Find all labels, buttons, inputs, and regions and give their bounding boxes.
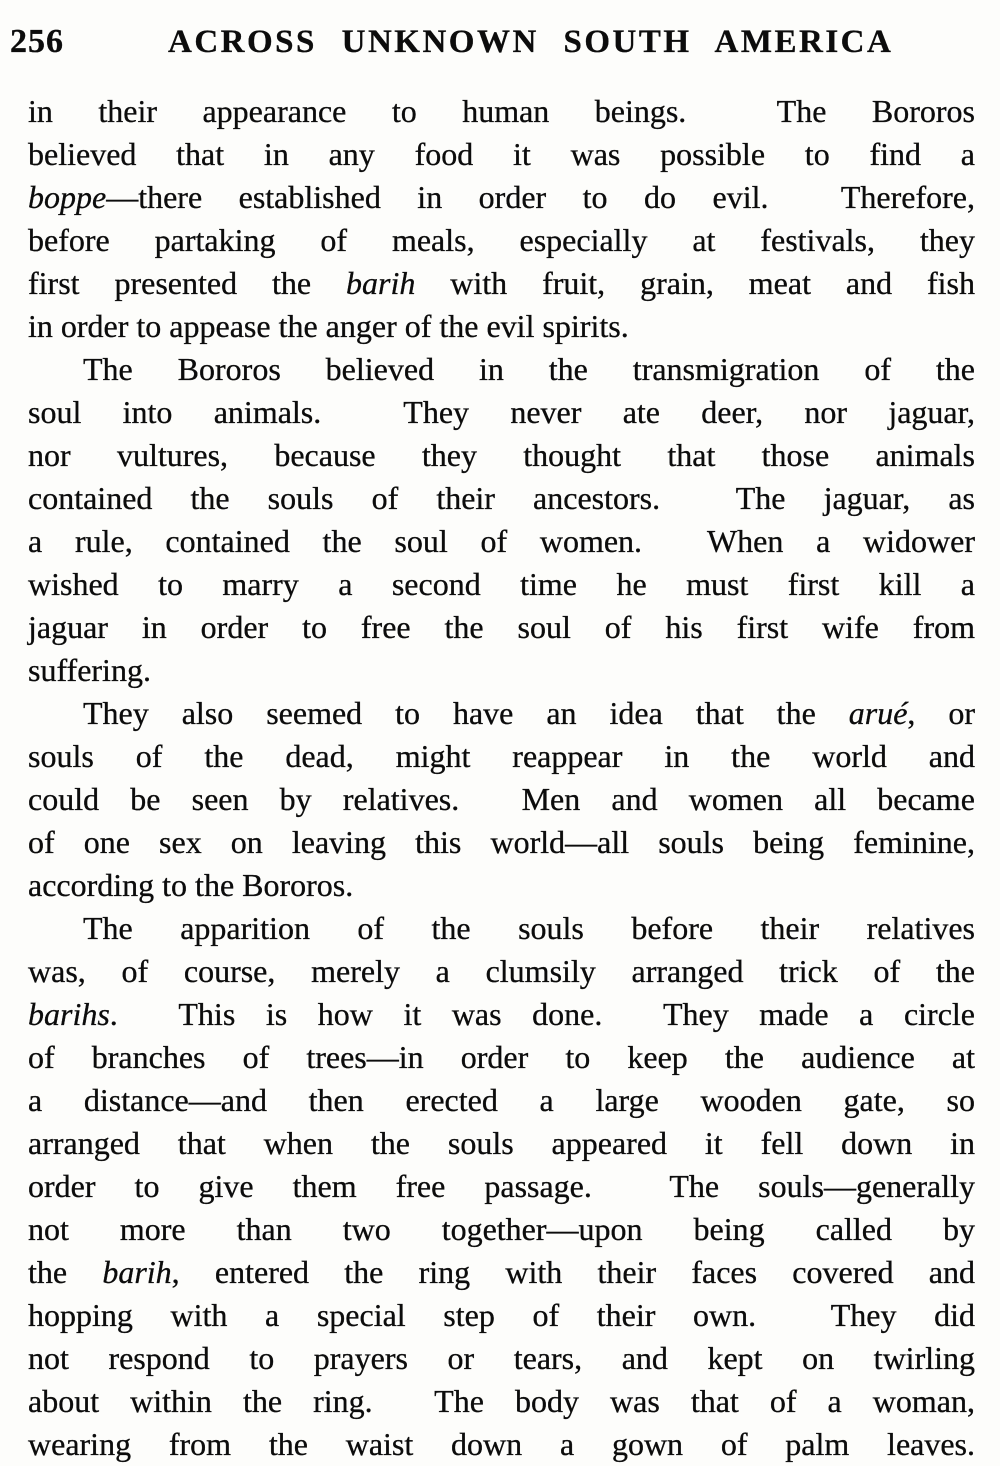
text-segment: about within the ring. The body was that of a woman, <box>28 1383 975 1419</box>
text-segment: in their appearance to human beings. The Bororos <box>28 93 975 129</box>
text-segment: , entered the ring with their faces covered and <box>171 1254 976 1290</box>
page-header <box>0 0 1000 62</box>
text-line <box>28 950 975 993</box>
text-segment: The apparition of the souls before their relatives <box>83 910 975 946</box>
text-line <box>28 520 975 563</box>
text-segment: jaguar in order to free the soul of his first wife from <box>28 609 975 645</box>
text-line <box>28 563 975 606</box>
text-segment: contained the souls of their ancestors. The jaguar, as <box>28 480 975 516</box>
text-line <box>28 606 975 649</box>
text-line <box>28 778 975 821</box>
text-line <box>28 1122 975 1165</box>
text-segment: wished to marry a second time he must first kill a <box>28 566 975 602</box>
text-segment: soul into animals. They never ate deer, nor jaguar, <box>28 394 975 430</box>
text-line <box>28 477 975 520</box>
italic-term: boppe <box>28 179 107 215</box>
text-segment: was, of course, merely a clumsily arranged trick of the <box>28 953 975 989</box>
text-segment: with fruit, grain, meat and fish <box>415 265 976 301</box>
text-line <box>28 176 975 219</box>
italic-term: arué <box>848 695 908 731</box>
text-segment: according to the Bororos. <box>28 867 354 903</box>
text-segment: a rule, contained the soul of women. When a widower <box>28 523 975 559</box>
text-line <box>28 1036 975 1079</box>
text-segment: could be seen by relatives. Men and women all became <box>28 781 975 817</box>
page-body <box>28 90 975 1466</box>
text-segment: arranged that when the souls appeared it fell down in <box>28 1125 975 1161</box>
text-line <box>28 1251 975 1294</box>
text-line <box>28 1079 975 1122</box>
text-line <box>28 90 975 133</box>
text-line <box>28 1294 975 1337</box>
text-segment: not respond to prayers or tears, and kept on twirling <box>28 1340 975 1376</box>
text-segment: nor vultures, because they thought that those animals <box>28 437 975 473</box>
text-line <box>28 348 975 391</box>
text-segment: souls of the dead, might reappear in the world and <box>28 738 975 774</box>
text-segment: suffering. <box>28 652 151 688</box>
text-segment: first presented the <box>28 265 347 301</box>
text-segment: The Bororos believed in the transmigration of the <box>83 351 975 387</box>
text-segment: hopping with a special step of their own. They did <box>28 1297 975 1333</box>
text-segment: the <box>28 1254 103 1290</box>
italic-term: barih <box>346 265 416 301</box>
text-line <box>28 864 975 907</box>
text-line <box>28 907 975 950</box>
text-segment: in order to appease the anger of the evil spirits. <box>28 308 629 344</box>
text-line <box>28 1165 975 1208</box>
italic-term: barih <box>102 1254 172 1290</box>
text-segment: of one sex on leaving this world—all souls being feminine, <box>28 824 975 860</box>
text-line <box>28 1337 975 1380</box>
text-line <box>28 649 975 692</box>
text-line <box>28 262 975 305</box>
text-line <box>28 133 975 176</box>
text-segment: a distance—and then erected a large wooden gate, so <box>28 1082 975 1118</box>
italic-term: barihs <box>28 996 110 1032</box>
text-line <box>28 305 975 348</box>
text-segment: They also seemed to have an idea that the <box>83 695 849 731</box>
text-line <box>28 692 975 735</box>
running-title: ACROSS UNKNOWN SOUTH AMERICA <box>168 24 894 60</box>
text-segment: of branches of trees—in order to keep the audience at <box>28 1039 975 1075</box>
text-segment: order to give them free passage. The souls—generally <box>28 1168 975 1204</box>
text-line <box>28 219 975 262</box>
text-segment: wearing from the waist down a gown of palm leaves. <box>28 1426 975 1462</box>
page-number: 256 <box>10 23 64 60</box>
text-segment: before partaking of meals, especially at festivals, they <box>28 222 975 258</box>
text-line <box>28 735 975 778</box>
text-segment: —there established in order to do evil. Therefore, <box>106 179 975 215</box>
text-line <box>28 434 975 477</box>
text-line <box>28 1380 975 1423</box>
text-segment: not more than two together—upon being called by <box>28 1211 975 1247</box>
text-line <box>28 1423 975 1466</box>
text-line <box>28 1208 975 1251</box>
text-line <box>28 391 975 434</box>
text-segment: . This is how it was done. They made a circle <box>109 996 975 1032</box>
text-line <box>28 993 975 1036</box>
text-segment: , or <box>907 695 976 731</box>
text-line <box>28 821 975 864</box>
text-segment: believed that in any food it was possible to find a <box>28 136 975 172</box>
